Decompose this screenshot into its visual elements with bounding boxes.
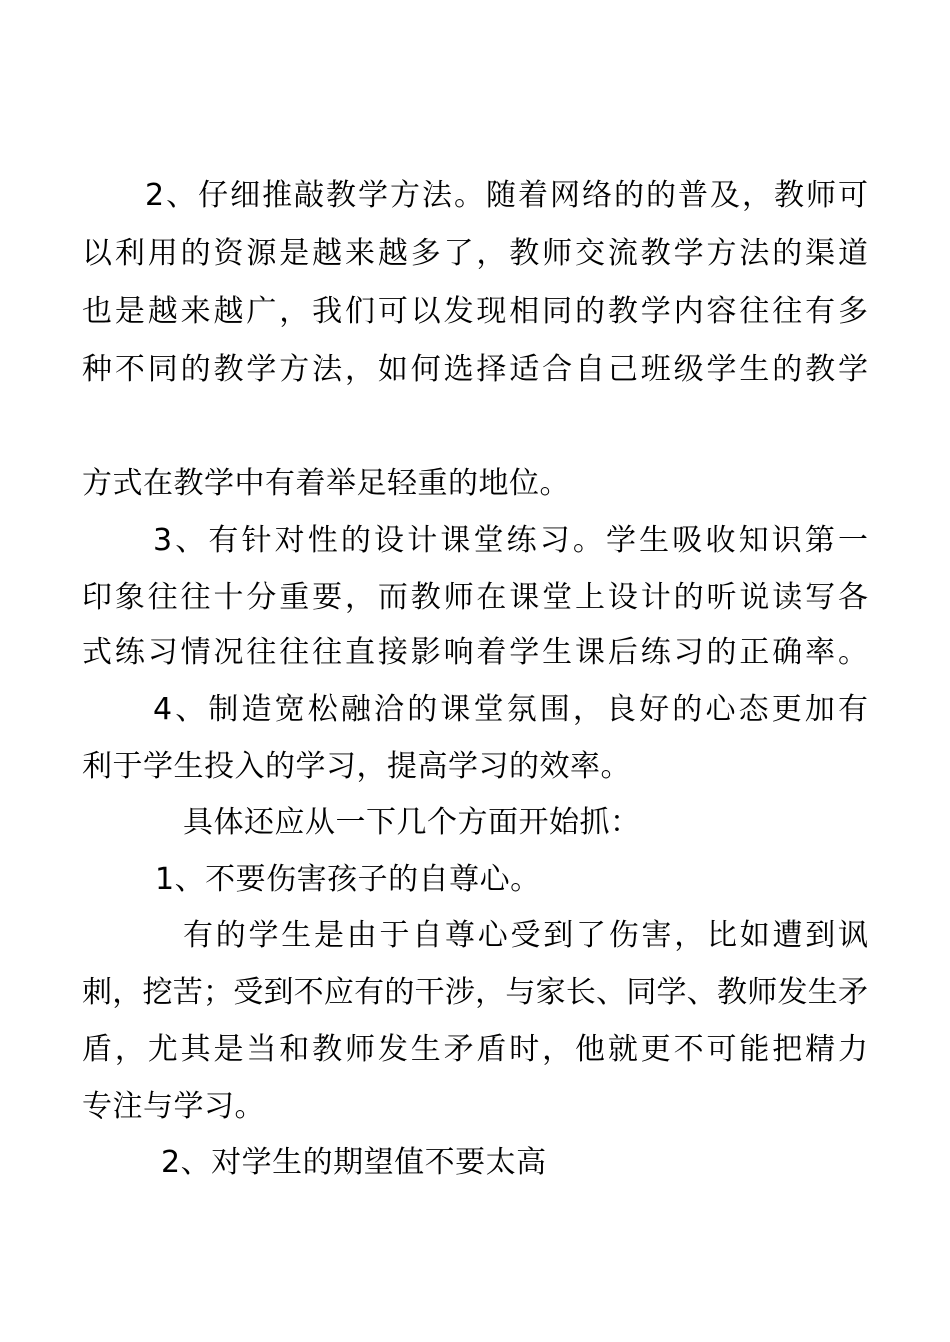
- paragraph-line: 以利用的资源是越来越多了，教师交流教学方法的渠道: [82, 236, 868, 271]
- paragraph-line: 专注与学习。: [82, 1089, 265, 1124]
- paragraph-line: 方式在教学中有着举足轻重的地位。: [82, 466, 570, 501]
- paragraph-line: 3、有针对性的设计课堂练习。学生吸收知识第一: [153, 523, 868, 558]
- paragraph-line: 式练习情况往往往直接影响着学生课后练习的正确率。: [82, 635, 868, 670]
- paragraph-line: 也是越来越广，我们可以发现相同的教学内容往往有多: [82, 294, 868, 329]
- paragraph-line: 刺，挖苦；受到不应有的干涉，与家长、同学、教师发生矛: [82, 975, 868, 1010]
- paragraph-line: 2、仔细推敲教学方法。随着网络的的普及，教师可: [145, 178, 868, 213]
- paragraph-line: 印象往往十分重要，而教师在课堂上设计的听说读写各: [82, 580, 868, 615]
- paragraph-line: 盾，尤其是当和教师发生矛盾时，他就更不可能把精力: [82, 1032, 868, 1067]
- paragraph-line: 有的学生是由于自尊心受到了伤害，比如遭到讽: [183, 918, 868, 953]
- paragraph-line: 利于学生投入的学习，提高学习的效率。: [82, 749, 631, 784]
- paragraph-line: 种不同的教学方法，如何选择适合自己班级学生的教学: [82, 352, 868, 387]
- paragraph-line: 具体还应从一下几个方面开始抓：: [183, 805, 641, 840]
- paragraph-line: 2、对学生的期望值不要太高: [161, 1145, 547, 1180]
- paragraph-line: 4、制造宽松融洽的课堂氛围，良好的心态更加有: [153, 692, 868, 727]
- paragraph-line: 1、不要伤害孩子的自尊心。: [155, 862, 541, 897]
